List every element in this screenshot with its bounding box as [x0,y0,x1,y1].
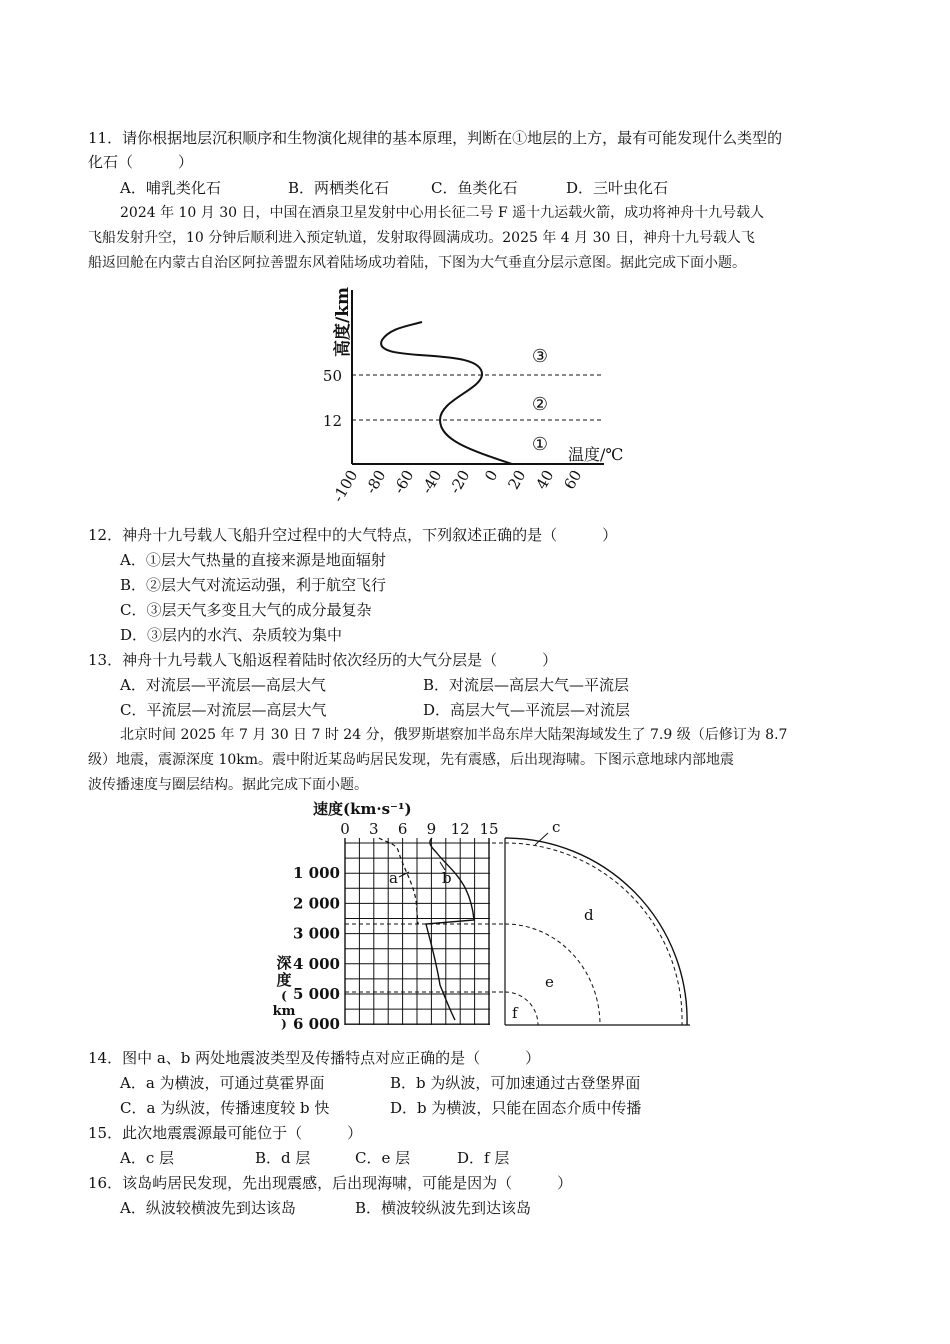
q11-option-b: B．两栖类化石 [288,179,390,197]
q11-stem-line2: 化石（ ） [88,153,194,171]
seismic-xtick-2: 6 [397,820,408,838]
atm-xtick-0: -100 [329,467,362,506]
section-label-f: f [512,1004,518,1022]
atm-xtick-3: -40 [417,467,446,497]
svg-text:高度/km: 高度/km [333,287,353,357]
seismic-chart [270,795,690,1035]
atm-xtick-6: 20 [504,467,530,493]
q12-option-d: D．③层内的水汽、杂质较为集中 [120,626,343,644]
seismic-xtick-3: 9 [426,820,437,838]
q16-option-a: A．纵波较横波先到达该岛 [120,1199,296,1217]
seismic-y-ticks [293,864,340,1033]
section-label-e: e [545,973,554,991]
q13-option-b: B．对流层—高层大气—平流层 [423,676,630,694]
q15-option-d: D．f 层 [457,1149,510,1167]
q16-option-b: B．横波较纵波先到达该岛 [355,1199,532,1217]
seismic-xtick-5: 15 [479,820,499,838]
atm-layer-3: ③ [531,346,549,367]
passage2-line1: 北京时间 2025 年 7 月 30 日 7 时 24 分，俄罗斯堪察加半岛东岸大陆架海域发生了 7.9 级（后修订为 8.7 [120,727,788,743]
q15-option-c: C．e 层 [355,1149,411,1167]
wave-a-curve [379,838,418,924]
atm-temperature-curve [381,322,512,464]
atm-ytick-50: 50 [322,367,342,385]
q15-option-b: B．d 层 [255,1149,311,1167]
seismic-ytick-3: 4 000 [293,954,340,973]
q12-option-c: C．③层天气多变且大气的成分最复杂 [120,601,372,619]
atm-layer-1: ① [531,434,549,455]
atm-x-ticks [329,467,585,505]
atm-xtick-2: -60 [389,467,418,497]
passage2-line2: 级）地震，震源深度 10km。震中附近某岛屿居民发现，先有震感，后出现海啸。下图示意地球内部地震 [88,752,735,768]
seismic-ytick-1: 2 000 [293,894,340,913]
atm-x-label: 温度/℃ [568,445,624,464]
atm-xtick-5: 0 [481,467,502,485]
q14-option-c: C．a 为纵波，传播速度较 b 快 [120,1099,330,1117]
atm-xtick-7: 40 [532,467,558,493]
q13-option-c: C．平流层—对流层—高层大气 [120,701,327,719]
svg-text:度: 度 [276,971,292,989]
q11-stem-line1: 11．请你根据地层沉积顺序和生物演化规律的基本原理，判断在①地层的上方，最有可能发现什么类型的 [88,129,783,147]
svg-text:): ) [281,1017,287,1031]
inner-core-arc [505,992,538,1025]
q16-stem: 16．该岛屿居民发现，先出现震感，后出现海啸，可能是因为（ ） [88,1174,573,1192]
atmosphere-chart [318,282,638,512]
wave-b-label: b [442,869,452,887]
atm-xtick-4: -20 [445,467,474,497]
q13-option-d: D．高层大气—平流层—对流层 [423,701,631,719]
q12-option-b: B．②层大气对流运动强，利于航空飞行 [120,576,387,594]
q11-option-a: A．哺乳类化石 [120,179,221,197]
section-label-c: c [552,818,561,836]
seismic-title: 速度(km·s⁻¹) [313,800,412,818]
q14-option-d: D．b 为横波，只能在固态介质中传播 [390,1099,642,1117]
q11-option-d: D．三叶虫化石 [566,179,669,197]
q13-option-a: A．对流层—平流层—高层大气 [120,676,326,694]
atm-ytick-12: 12 [322,412,342,430]
q14-option-b: B．b 为纵波，可加速通过古登堡界面 [390,1074,641,1092]
q13-stem: 13．神舟十九号载人飞船返程着陆时依次经历的大气分层是（ ） [88,651,558,669]
q15-option-a: A．c 层 [120,1149,175,1167]
seismic-ytick-0: 1 000 [293,864,340,883]
q12-option-a: A．①层大气热量的直接来源是地面辐射 [120,551,386,569]
seismic-ytick-5: 6 000 [293,1015,340,1034]
passage1-line1: 2024 年 10 月 30 日，中国在酒泉卫星发射中心用长征二号 F 遥十九运载火箭，成功将神舟十九号载人 [120,205,765,221]
passage1-line3: 船返回舱在内蒙古自治区阿拉善盟东风着陆场成功着陆，下图为大气垂直分层示意图。据此完成下面小题。 [88,255,746,271]
q12-stem: 12．神舟十九号载人飞船升空过程中的大气特点，下列叙述正确的是（ ） [88,526,618,544]
seismic-xtick-0: 0 [340,820,350,838]
passage2-line3: 波传播速度与圈层结构。据此完成下面小题。 [88,777,368,793]
moho-arc [505,843,682,1025]
atm-xtick-1: -80 [361,467,390,497]
atm-xtick-8: 60 [560,467,586,493]
seismic-ytick-2: 3 000 [293,924,340,943]
passage1-line2: 飞船发射升空，10 分钟后顺利进入预定轨道，发射取得圆满成功。2025 年 4 月 30 日，神舟十九号载人飞 [88,230,755,246]
seismic-grid [345,838,490,1025]
atm-layer-2: ② [531,394,549,415]
q15-stem: 15．此次地震震源最可能位于（ ） [88,1124,363,1142]
seismic-ytick-4: 5 000 [293,985,340,1003]
section-label-d: d [584,906,594,924]
svg-text:深: 深 [276,954,292,972]
q14-option-a: A．a 为横波，可通过莫霍界面 [120,1074,325,1092]
seismic-xtick-1: 3 [369,820,379,838]
q14-stem: 14．图中 a、b 两处地震波类型及传播特点对应正确的是（ ） [88,1049,541,1067]
crust-arc [505,838,687,1025]
seismic-xtick-4: 12 [450,820,470,838]
wave-a-label: a [389,869,398,887]
wave-b-curve [426,838,474,1020]
q11-option-c: C．鱼类化石 [431,179,518,197]
atm-y-label [332,287,353,357]
svg-text:(: ( [281,989,287,1003]
svg-text:km: km [272,1004,296,1019]
seismic-x-ticks [340,820,498,838]
